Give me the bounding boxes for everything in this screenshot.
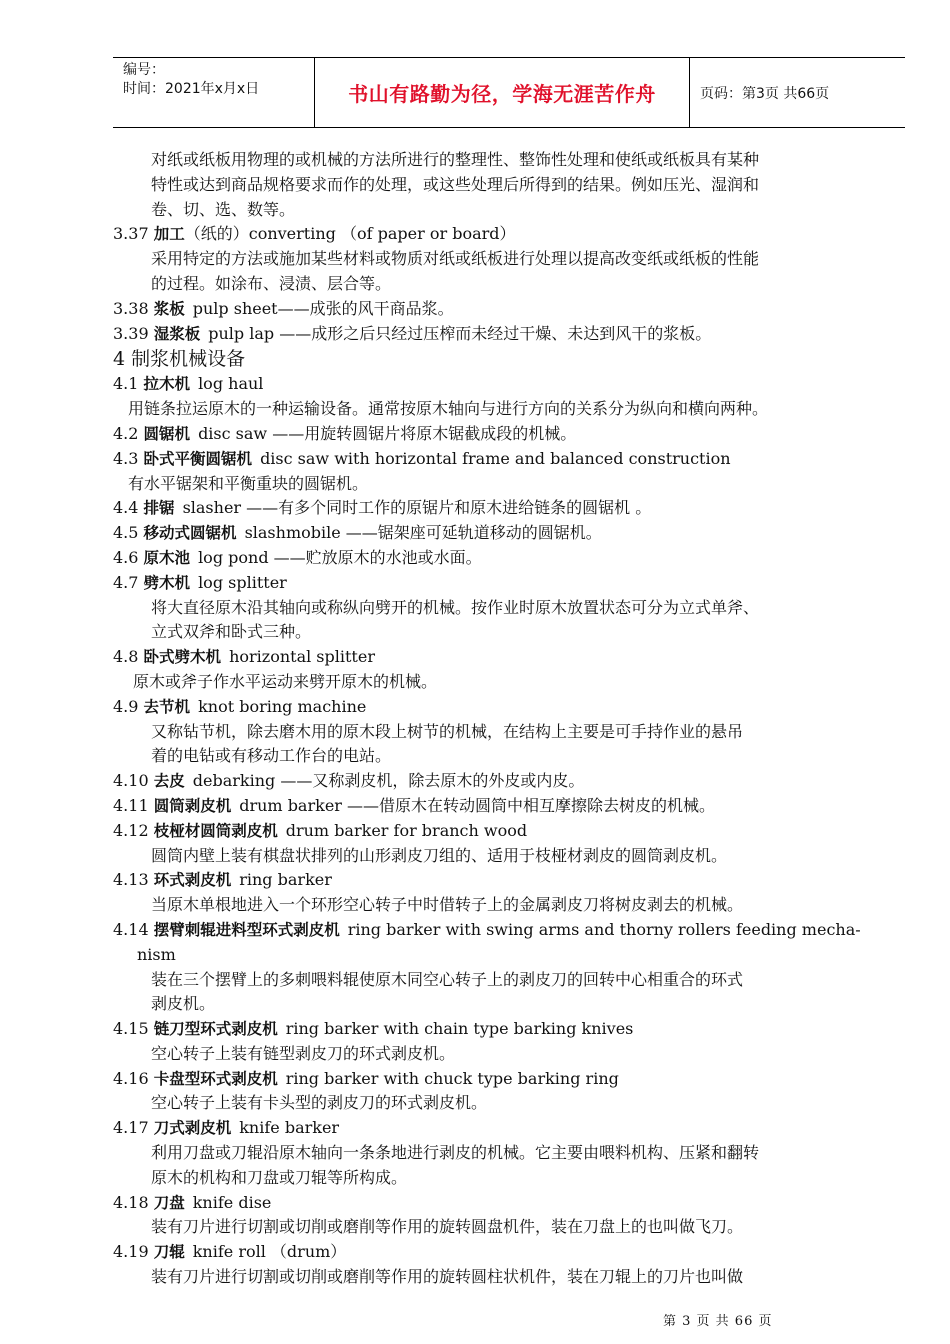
page-header: [113, 57, 905, 128]
entry-number: 4.17: [113, 1118, 149, 1138]
term-name: 刀式剥皮机: [153, 1119, 232, 1138]
term-english: log haul: [198, 374, 264, 394]
entry-number: 4.1: [113, 374, 139, 394]
term-english: horizontal splitter: [229, 647, 375, 667]
entry-number: 4.9: [113, 696, 139, 716]
definition-line: 采用特定的方法或施加某些材料或物质对纸或纸板进行处理以提高改变纸或纸板的性能: [151, 249, 760, 269]
term-name: 刀辊: [153, 1243, 185, 1262]
definition-line: 装有刀片进行切割或切削或磨削等作用的旋转圆柱状机件，装在刀辊上的刀片也叫做: [151, 1267, 744, 1287]
entry-number: 4.7: [113, 572, 139, 592]
header-motto: 书山有路勤为径，学海无涯苦作舟: [348, 82, 656, 106]
term-entry: [113, 1116, 903, 1141]
entry-number: 4.15: [113, 1019, 149, 1039]
term-entry: [113, 794, 903, 819]
entry-number: 4.3: [113, 448, 139, 468]
definition-line: 将大直径原木沿其轴向或称纵向劈开的机械。按作业时原木放置状态可分为立式单斧、: [151, 597, 760, 617]
term-entry: [113, 521, 903, 546]
term-entry: [113, 769, 903, 794]
entry-number: 4.18: [113, 1192, 149, 1212]
term-name: 刀盘: [153, 1193, 185, 1212]
term-name: 枝桠材圆筒剥皮机: [153, 821, 278, 840]
term-english: disc saw with horizontal frame and balanced construction: [260, 448, 731, 468]
header-page-info: 页码：第3页 共66页: [700, 85, 830, 102]
entry-number: 4.13: [113, 870, 149, 890]
body-line: 对纸或纸板用物理的或机械的方法所进行的整理性、整饰性处理和使纸或纸板具有某种: [151, 150, 760, 169]
term-name: 卧式劈木机: [143, 648, 222, 667]
term-english: knife barker: [239, 1118, 340, 1138]
definition-line: 立式双斧和卧式三种。: [151, 622, 312, 642]
definition-line: 利用刀盘或刀辊沿原木轴向一条条地进行剥皮的机械。它主要由喂料机构、压紧和翻转: [151, 1143, 760, 1163]
term-english: pulp sheet——成张的风干商品浆。: [192, 298, 454, 318]
term-entry: [113, 447, 903, 472]
definition-line: 圆筒内壁上装有棋盘状排列的山形剥皮刀组的、适用于枝桠材剥皮的圆筒剥皮机。: [151, 845, 728, 865]
term-name: 环式剥皮机: [153, 871, 232, 890]
definition-line: 装有刀片进行切割或切削或磨削等作用的旋转圆盘机件，装在刀盘上的也叫做飞刀。: [151, 1217, 744, 1237]
entry-number: 4.12: [113, 820, 149, 840]
entry-number: 4.11: [113, 795, 149, 815]
term-english: （纸的）converting （of paper or board）: [184, 224, 516, 244]
term-name: 去皮: [153, 772, 185, 791]
term-name: 卧式平衡圆锯机: [143, 449, 253, 468]
body-line: 特性或达到商品规格要求而作的处理，或这些处理后所得到的结果。例如压光、湿润和: [151, 174, 760, 194]
term-name: 原木池: [143, 548, 191, 567]
entry-number: 4.2: [113, 423, 139, 443]
term-entry: [113, 918, 903, 943]
term-name: 摆臂刺辊进料型环式剥皮机: [153, 920, 340, 939]
term-english: ring barker: [239, 870, 332, 890]
page-footer: 第 3 页 共 66 页: [663, 1314, 773, 1329]
time-label: 时间：2021年x月x日: [123, 81, 260, 97]
term-name: 去节机: [143, 697, 191, 716]
term-english: disc saw ——用旋转圆锯片将原木锯截成段的机械。: [198, 423, 577, 443]
term-entry: [113, 645, 903, 670]
term-name: 移动式圆锯机: [143, 524, 237, 543]
definition-line: 的过程。如涂布、浸渍、层合等。: [151, 273, 392, 293]
definition-line: 空心转子上装有链型剥皮刀的环式剥皮机。: [151, 1043, 456, 1063]
term-english-continued: nism: [137, 944, 176, 964]
term-english: knife dise: [192, 1192, 272, 1212]
term-entry: [113, 868, 903, 893]
term-english: slashmobile ——锯架座可延轨道移动的圆锯机。: [244, 523, 602, 543]
term-name: 劈木机: [143, 573, 191, 592]
entry-number: 4.14: [113, 919, 149, 939]
term-english: ring barker with chuck type barking ring: [285, 1068, 619, 1088]
term-english: slasher ——有多个同时工作的原锯片和原木进给链条的圆锯机 。: [182, 498, 652, 518]
definition-line: 原木或斧子作水平运动来劈开原木的机械。: [133, 671, 438, 691]
term-english: ring barker with chain type barking knives: [285, 1019, 634, 1039]
header-divider: [689, 58, 690, 127]
number-label: 编号：: [123, 62, 165, 78]
term-name: 浆板: [153, 299, 185, 318]
term-name: 卡盘型环式剥皮机: [153, 1069, 278, 1088]
entry-number: 4.6: [113, 547, 139, 567]
term-entry: [113, 322, 903, 347]
definition-line: 着的电钻或有移动工作台的电站。: [151, 746, 392, 766]
entry-number: 4.5: [113, 523, 139, 543]
body-line: 卷、切、选、数等。: [151, 199, 296, 219]
definition-line: 又称钻节机，除去磨木用的原木段上树节的机械，在结构上主要是可手持作业的悬吊: [151, 721, 744, 741]
entry-number: 3.38: [113, 298, 149, 318]
term-english: log splitter: [198, 572, 287, 592]
entry-number: 4.10: [113, 771, 149, 791]
term-english: knife roll （drum）: [192, 1242, 347, 1262]
definition-line: 空心转子上装有卡头型的剥皮刀的环式剥皮机。: [151, 1093, 488, 1113]
term-english: knot boring machine: [198, 696, 367, 716]
term-entry: [113, 422, 903, 447]
term-name: 加工: [153, 225, 185, 244]
definition-line: 有水平锯架和平衡重块的圆锯机。: [128, 473, 369, 493]
header-meta: [123, 61, 259, 99]
term-english: ring barker with swing arms and thorny rollers feeding mecha-: [347, 919, 861, 939]
term-english: drum barker ——借原木在转动圆筒中相互摩擦除去树皮的机械。: [239, 795, 716, 815]
term-english: drum barker for branch wood: [285, 820, 528, 840]
definition-line: 当原木单根地进入一个环形空心转子中时借转子上的金属剥皮刀将树皮剥去的机械。: [151, 895, 744, 915]
term-entry: [113, 546, 903, 571]
definition-line: 剥皮机。: [151, 994, 216, 1014]
definition-line: 原木的机构和刀盘或刀辊等所构成。: [151, 1167, 408, 1187]
term-name: 圆锯机: [143, 424, 191, 443]
section-heading: 4 制浆机械设备: [113, 348, 246, 371]
page-body: [113, 148, 903, 1290]
term-entry: [113, 819, 903, 844]
term-english: debarking ——又称剥皮机，除去原木的外皮或内皮。: [192, 771, 585, 791]
term-name: 拉木机: [143, 375, 191, 394]
term-entry: [113, 1191, 903, 1216]
term-name: 排锯: [143, 499, 175, 518]
entry-number: 4.8: [113, 647, 139, 667]
term-entry: [113, 1067, 903, 1092]
entry-number: 4.16: [113, 1068, 149, 1088]
term-name: 圆筒剥皮机: [153, 796, 232, 815]
term-entry: [113, 695, 903, 720]
term-english: pulp lap ——成形之后只经过压榨而未经过干燥、未达到风干的浆板。: [208, 323, 712, 343]
term-entry: [113, 496, 903, 521]
term-name: 湿浆板: [153, 324, 201, 343]
entry-number: 4.19: [113, 1242, 149, 1262]
term-name: 链刀型环式剥皮机: [153, 1020, 278, 1039]
term-entry: [113, 297, 903, 322]
entry-number: 4.4: [113, 498, 139, 518]
term-entry: [113, 372, 903, 397]
entry-number: 3.37: [113, 224, 149, 244]
definition-line: 用链条拉运原木的一种运输设备。通常按原木轴向与进行方向的关系分为纵向和横向两种。: [128, 399, 769, 419]
term-entry: [113, 1240, 903, 1265]
term-entry: [113, 1017, 903, 1042]
definition-line: 装在三个摆臂上的多刺喂料辊使原木同空心转子上的剥皮刀的回转中心相重合的环式: [151, 969, 744, 989]
term-english: log pond ——贮放原木的水池或水面。: [198, 547, 482, 567]
entry-number: 3.39: [113, 323, 149, 343]
term-entry: [113, 222, 903, 247]
term-entry: [113, 571, 903, 596]
